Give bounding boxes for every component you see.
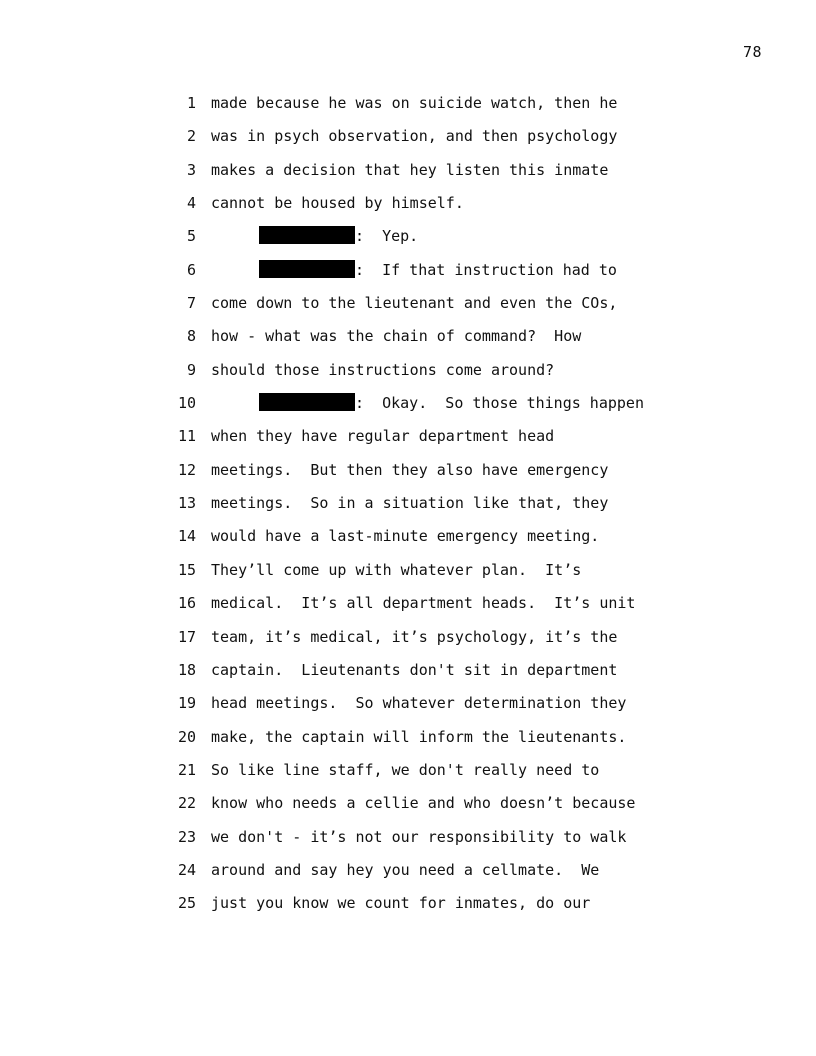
speaker-line [211, 392, 644, 414]
line-number: 18 [177, 660, 196, 679]
transcript-line [0, 792, 816, 825]
line-number: 1 [186, 94, 196, 112]
transcript-line [0, 125, 816, 158]
line-text: They’ll come up with whatever plan. It’s [211, 560, 582, 579]
line-text: meetings. But then they also have emergency [211, 460, 609, 479]
line-number: 17 [177, 627, 196, 646]
transcript-line [0, 592, 816, 625]
transcript-line [0, 192, 816, 225]
line-text: : If that instruction had to [355, 260, 617, 279]
line-number: 4 [186, 194, 196, 213]
line-number: 9 [186, 360, 196, 379]
line-text: head meetings. So whatever determination they [211, 694, 627, 713]
speaker-line [211, 225, 418, 247]
line-text: how - what was the chain of command? How [211, 327, 582, 346]
line-number: 6 [186, 260, 196, 279]
line-text: makes a decision that hey listen this inmate [211, 160, 609, 179]
transcript-line [0, 659, 816, 692]
line-number: 24 [177, 860, 196, 879]
line-text: just you know we count for inmates, do our [211, 894, 591, 913]
redaction-box [259, 226, 355, 244]
line-number: 8 [186, 327, 196, 346]
line-text: cannot be housed by himself. [211, 194, 464, 213]
transcript-line [0, 159, 816, 192]
line-number: 2 [186, 127, 196, 146]
line-text: So like line staff, we don't really need to [211, 760, 600, 779]
transcript-line [0, 425, 816, 458]
line-number: 12 [177, 460, 196, 479]
line-text: made because he was on suicide watch, then he [211, 94, 618, 112]
line-number: 19 [177, 694, 196, 713]
transcript-line [0, 826, 816, 859]
line-number: 3 [186, 160, 196, 179]
transcript-line [0, 726, 816, 759]
transcript-line [0, 759, 816, 792]
transcript-line [0, 325, 816, 358]
transcript-line [0, 259, 816, 292]
transcript-line [0, 392, 816, 425]
transcript-line [0, 525, 816, 558]
transcript-line [0, 292, 816, 325]
speaker-line [211, 259, 617, 281]
line-text: : Yep. [355, 227, 419, 246]
transcript-line [0, 859, 816, 892]
line-text: captain. Lieutenants don't sit in department [211, 660, 618, 679]
page-number: 78 [742, 43, 762, 61]
line-text: : Okay. So those things happen [355, 394, 644, 413]
transcript-line [0, 559, 816, 592]
line-number: 21 [177, 760, 196, 779]
transcript-line [0, 225, 816, 258]
transcript-line [0, 492, 816, 525]
line-number: 10 [177, 394, 196, 413]
transcript-line [0, 92, 816, 125]
transcript-line [0, 626, 816, 659]
transcript-line [0, 359, 816, 392]
line-text: around and say hey you need a cellmate. We [211, 860, 600, 879]
line-text: come down to the lieutenant and even the COs, [211, 294, 618, 313]
redaction-box [259, 393, 355, 411]
redaction-box [259, 260, 355, 278]
line-text: medical. It’s all department heads. It’s unit [211, 594, 636, 613]
line-number: 16 [177, 594, 196, 613]
line-number: 5 [186, 227, 196, 246]
line-number: 11 [177, 427, 196, 446]
line-number: 13 [177, 494, 196, 513]
line-text: should those instructions come around? [211, 360, 555, 379]
line-text: would have a last-minute emergency meeting. [211, 527, 600, 546]
line-number: 25 [177, 894, 196, 913]
line-text: when they have regular department head [211, 427, 555, 446]
line-text: meetings. So in a situation like that, they [211, 494, 609, 513]
line-number: 14 [177, 527, 196, 546]
line-number: 15 [177, 560, 196, 579]
transcript-body [0, 92, 816, 926]
line-text: team, it’s medical, it’s psychology, it’s the [211, 627, 618, 646]
line-number: 23 [177, 827, 196, 846]
line-text: know who needs a cellie and who doesn’t because [211, 794, 636, 813]
line-number: 22 [177, 794, 196, 813]
transcript-line [0, 459, 816, 492]
line-text: make, the captain will inform the lieutenants. [211, 727, 627, 746]
line-number: 20 [177, 727, 196, 746]
transcript-line [0, 692, 816, 725]
line-text: was in psych observation, and then psychology [211, 127, 618, 146]
line-text: we don't - it’s not our responsibility to walk [211, 827, 627, 846]
transcript-line [0, 892, 816, 925]
line-number: 7 [186, 294, 196, 313]
